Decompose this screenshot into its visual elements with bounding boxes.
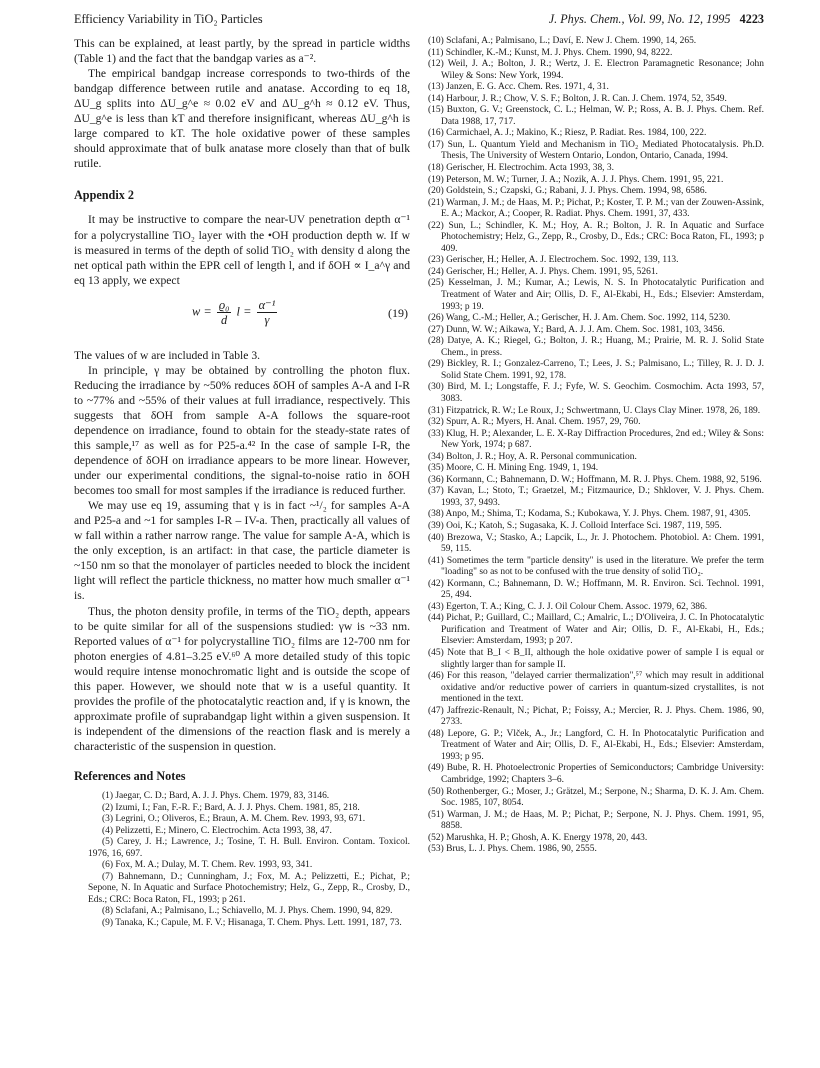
equation-lhs: w = [192,304,212,319]
fraction-denominator: d [221,312,228,327]
reference-item: (18) Gerischer, H. Electrochim. Acta 1993, 38, 3. [428,163,614,174]
reference-item: (4) Pelizzetti, E.; Minero, C. Electrochim. Acta 1993, 38, 47. [102,825,332,836]
equation-19 [74,294,410,338]
reference-item: (10) Sclafani, A.; Palmisano, L.; Daví, E. New J. Chem. 1990, 14, 265. [428,36,697,46]
body-paragraph: The values of w are included in Table 3. [74,348,261,362]
reference-item: (13) Janzen, E. G. Acc. Chem. Res. 1971, 4, 31. [428,82,609,93]
reference-item: (37) Kavan, L.; Stoto, T.; Graetzel, M.; Fitzmaurice, D.; Shklover, V. J. Phys. Chem. 1993, 37, 9493. [428,486,764,508]
reference-item: (52) Marushka, H. P.; Ghosh, A. K. Energy 1978, 20, 443. [428,832,648,843]
reference-item: (31) Fitzpatrick, R. W.; Le Roux, J.; Schwertmann, U. Clays Clay Miner. 1978, 26, 189. [428,405,761,416]
reference-item: (44) Pichat, P.; Guillard, C.; Maillard, C.; Amalric, L.; D'Oliveira, J. C. In Photocatalytic Purification and Treatment of Water and Air; Ollis, D. F., Al-Ekabi, H., Eds.; Elsevier: Amsterdam, 1993; p 207. [428,613,764,647]
references-heading: References and Notes [74,768,186,783]
reference-item: (39) Ooi, K.; Katoh, S.; Sugasaka, K. J. Colloid Interface Sci. 1987, 119, 595. [428,520,722,531]
reference-item: (2) Izumi, I.; Fan, F.-R. F.; Bard, A. J. J. Phys. Chem. 1981, 85, 218. [102,802,360,813]
reference-item: (19) Peterson, M. W.; Turner, J. A.; Nozik, A. J. J. Phys. Chem. 1991, 95, 221. [428,174,724,185]
reference-item: (34) Bolton, J. R.; Hoy, A. R. Personal communication. [428,451,637,462]
reference-item: (3) Legrini, O.; Oliveros, E.; Braun, A. M. Chem. Rev. 1993, 93, 671. [102,814,366,825]
reference-item: (36) Kormann, C.; Bahnemann, D. W.; Hoffmann, M. R. J. Phys. Chem. 1988, 92, 5196. [428,474,762,485]
body-paragraph: This can be explained, at least partly, by the spread in particle widths (Table 1) and the fact that the bandgap varies as a⁻². [74,37,410,66]
reference-item: (16) Carmichael, A. J.; Makino, K.; Riesz, P. Radiat. Res. 1984, 100, 222. [428,128,707,139]
reference-item: (20) Goldstein, S.; Czapski, G.; Rabani, J. J. Phys. Chem. 1994, 98, 6586. [428,186,707,197]
reference-item: (14) Harbour, J. R.; Chow, V. S. F.; Bolton, J. R. Can. J. Chem. 1974, 52, 3549. [428,93,727,104]
reference-item: (5) Carey, J. H.; Lawrence, J.; Tosine, T. H. Bull. Environ. Contam. Toxicol. 1976, 16, 697. [88,837,410,859]
reference-item: (15) Buxton, G. V.; Greenstock, C. L.; Helman, W. P.; Ross, A. B. J. Phys. Chem. Ref. Data 1988, 17, 717. [428,105,764,127]
reference-item: (17) Sun, L. Quantum Yield and Mechanism in TiO₂ Mediated Photocatalysis. Ph.D. Thesis, The University of Western Ontario, London, Ontario, Canada, 1994. [428,139,764,162]
reference-item: (42) Kormann, C.; Bahnemann, D. W.; Hoffmann, M. R. Environ. Sci. Technol. 1991, 25, 494. [428,578,764,601]
reference-item: (29) Bickley, R. I.; Gonzalez-Carreno, T.; Lees, J. S.; Palmisano, L.; Tilley, R. J. D. J. Solid State Chem. 1991, 92, 178. [428,359,764,381]
reference-item: (28) Datye, A. K.; Riegel, G.; Bolton, J. R.; Huang, M.; Prairie, M. R. J. Solid State Chem., in press. [428,336,764,358]
reference-item: (38) Anpo, M.; Shima, T.; Kodama, S.; Kubokawa, Y. J. Phys. Chem. 1987, 91, 4305. [428,509,751,520]
reference-item: (22) Sun, L.; Schindler, K. M.; Hoy, A. R.; Bolton, J. R. In Aquatic and Surface Photochemistry; Helz, G., Zepp, R., Crosby, D., Eds.; CRC: Boca Raton, FL, 1993; p 409. [428,220,764,254]
equation-mid: l = [236,304,252,319]
reference-item: (23) Gerischer, H.; Heller, A. J. Electrochem. Soc. 1992, 139, 113. [428,255,679,266]
reference-item: (11) Schindler, K.-M.; Kunst, M. J. Phys. Chem. 1990, 94, 8222. [428,47,673,58]
reference-item: (27) Dunn, W. W.; Aikawa, Y.; Bard, A. J. J. Am. Chem. Soc. 1981, 103, 3456. [428,324,725,335]
reference-item: (48) Lepore, G. P.; Vlček, A., Jr.; Langford, C. H. In Photocatalytic Purification and Treatment of Water and Air; Ollis, D. F., Al-Ekabi, H., Eds.; Elsevier: Amsterdam, 1993; p 95. [428,728,764,762]
equation-formula [192,298,279,327]
reference-item: (26) Wang, C.-M.; Heller, A.; Gerischer, H. J. Am. Chem. Soc. 1992, 114, 5230. [428,313,731,324]
left-column [74,36,410,930]
running-title: Efficiency Variability in TiO₂ Particles [74,12,263,26]
reference-item: (33) Klug, H. P.; Alexander, L. E. X-Ray Diffraction Procedures, 2nd ed.; Wiley & Sons: New York, 1974; p 687. [428,428,764,451]
body-paragraph: The empirical bandgap increase corresponds to two-thirds of the bandgap difference between rutile and anatase. According to eq 18, ΔU_g splits into ΔU_g^e ≈ 0.02 eV and ΔU_g^h ≈ 0.12 eV. Thus, ΔU_g^e is less than kT and therefore insignificant, whereas ΔU_g^h is large compared to kT. The hole oxidative power of these samples should approximate that of bulk anatase more closely than that of bulk rutile. [74,67,410,171]
body-paragraph: In principle, γ may be obtained by controlling the photon flux. Reducing the irradiance by ~50% reduces δOH of samples A-A and I-R to ~77% and ~55% of their values at full irradiance, respectively. This suggests that δOH from sample A-A follows the square-root dependence on irradiance, found to obtain for the steady-state rates of this sample,¹⁷ as well as for P25-a.⁴² In the case of sample I-R, the dependence of δOH on irradiance appears to be more linear. However, under our experimental conditions, the signal-to-noise ratio in δOH becomes too small for most samples if the irradiance is reduced further. [74,363,410,498]
body-paragraph: It may be instructive to compare the near-UV penetration depth α⁻¹ for a polycrystalline TiO₂ layer with the •OH production depth w. If w is measured in terms of the depth of solid TiO₂ with density d along the net optical path within the EPR cell of length l, and if δOH ∝ I_a^γ and eq 13 apply, we expect [74,213,410,287]
reference-item: (49) Bube, R. H. Photoelectronic Properties of Semiconductors; Cambridge University: Cambridge, 1992; Chapters 3–6. [428,763,764,785]
fraction-denominator: γ [264,312,270,327]
reference-item: (8) Sclafani, A.; Palmisano, L.; Schiavello, M. J. Phys. Chem. 1990, 94, 829. [102,906,393,917]
reference-item: (43) Egerton, T. A.; King, C. J. J. Oil Colour Chem. Assoc. 1979, 62, 386. [428,601,708,612]
reference-item: (41) Sometimes the term "particle density" is used in the literature. We prefer the term "loading" so as not to be confused with the true density of solid TiO₂. [428,555,764,578]
fraction-numerator: ϱ₀ [218,297,230,312]
journal-info: J. Phys. Chem., Vol. 99, No. 12, 1995 [548,12,731,26]
reference-item: (21) Warman, J. M.; de Haas, M. P.; Pichat, P.; Koster, T. P. M.; van der Zouwen-Assink, E. A.; Mackor, A.; Cooper, R. Radiat. Phys. Chem. 1991, 37, 433. [428,197,764,220]
journal-citation [549,12,764,27]
reference-item: (46) For this reason, "delayed carrier thermalization",⁵⁷ which may result in additional oxidative and/or reductive power of carriers in quantum-sized crystallites, is not mentioned in the text. [428,671,764,705]
reference-item: (25) Kesselman, J. M.; Kumar, A.; Lewis, N. S. In Photocatalytic Purification and Treatment of Water and Air; Ollis, D. F., Al-Ekabi, H., Eds.; Elsevier: Amsterdam, 1993; p 19. [428,278,764,312]
reference-item: (40) Brezowa, V.; Stasko, A.; Lapcik, L., Jr. J. Photochem. Photobiol. A: Chem. 1991, 59, 115. [428,532,764,555]
reference-item: (1) Jaegar, C. D.; Bard, A. J. J. Phys. Chem. 1979, 83, 3146. [102,791,330,802]
reference-item: (6) Fox, M. A.; Dulay, M. T. Chem. Rev. 1993, 93, 341. [102,860,313,871]
fraction-rho-d [217,298,232,327]
reference-item: (12) Weil, J. A.; Bolton, J. R.; Wertz, J. E. Electron Paramagnetic Resonance; John Wiley & Sons: New York, 1994. [428,59,764,81]
page-number: 4223 [739,12,764,26]
reference-item: (51) Warman, J. M.; de Haas, M. P.; Pichat, P.; Serpone, N. J. Phys. Chem. 1991, 95, 8858. [428,809,764,832]
right-column [428,36,764,856]
fraction-alpha-gamma [257,298,278,327]
reference-item: (24) Gerischer, H.; Heller, A. J. Phys. Chem. 1991, 95, 5261. [428,266,658,277]
fraction-numerator: α⁻¹ [258,297,276,312]
reference-item: (50) Rothenberger, G.; Moser, J.; Grätzel, M.; Serpone, N.; Sharma, D. K. J. Am. Chem. Soc. 1985, 107, 8054. [428,786,764,809]
reference-item: (32) Spurr, A. R.; Myers, H. Anal. Chem. 1957, 29, 760. [428,417,641,428]
reference-item: (35) Moore, C. H. Mining Eng. 1949, 1, 194. [428,463,599,474]
appendix-heading: Appendix 2 [74,188,134,203]
reference-list-left [74,791,410,930]
reference-item: (45) Note that B_I < B_II, although the hole oxidative power of sample I is equal or slightly larger than for sample II. [428,647,764,670]
reference-item: (30) Bird, M. I.; Longstaffe, F. J.; Fyfe, W. S. Geochim. Cosmochim. Acta 1993, 57, 3083. [428,382,764,404]
reference-item: (9) Tanaka, K.; Capule, M. F. V.; Hisanaga, T. Chem. Phys. Lett. 1991, 187, 73. [102,918,402,929]
reference-item: (53) Brus, L. J. Phys. Chem. 1986, 90, 2555. [428,844,597,855]
reference-item: (47) Jaffrezic-Renault, N.; Pichat, P.; Foissy, A.; Mercier, R. J. Phys. Chem. 1986, 90, 2733. [428,705,764,728]
body-paragraph: Thus, the photon density profile, in terms of the TiO₂ depth, appears to be quite similar for all of the suspensions studied: γw is ~33 nm. Reported values of α⁻¹ for polycrystalline TiO₂ films are 12-700 nm for photon energies of 4.81–3.25 eV.⁶⁰ A more detailed study of this topic would require intense monochromatic light and is outside the scope of this paper. However, we should note that w is a useful quantity. It provides the profile of the photocatalytic reaction and, if γ is known, the approximate profile of suprabandgap light within a given suspension. It is independent of the dimensions of the reaction flask and is merely a characteristic of the suspension in question. [74,604,410,753]
running-header [74,12,764,30]
reference-item: (7) Bahnemann, D.; Cunningham, J.; Fox, M. A.; Pelizzetti, E.; Pichat, P.; Sepone, N. In Aquatic and Surface Photochemistry; Helz, G., Zepp, R., Crosby, D., Eds.; CRC: Boca Raton, FL, 1993; p 261. [88,871,410,905]
body-paragraph: We may use eq 19, assuming that γ is in fact ~¹/₂ for samples A-A and P25-a and ~1 for samples I-R – IV-a. Then, practically all values of w fall within a rather narrow range. The value for sample A-A, which is the only exception, is an artifact: in that case, the particle diameter is ~150 nm so that the monolayer of particles needed to block the incident light will reflect the particle thickness, no matter how much smaller α⁻¹ is. [74,499,410,603]
equation-number: (19) [388,305,408,320]
